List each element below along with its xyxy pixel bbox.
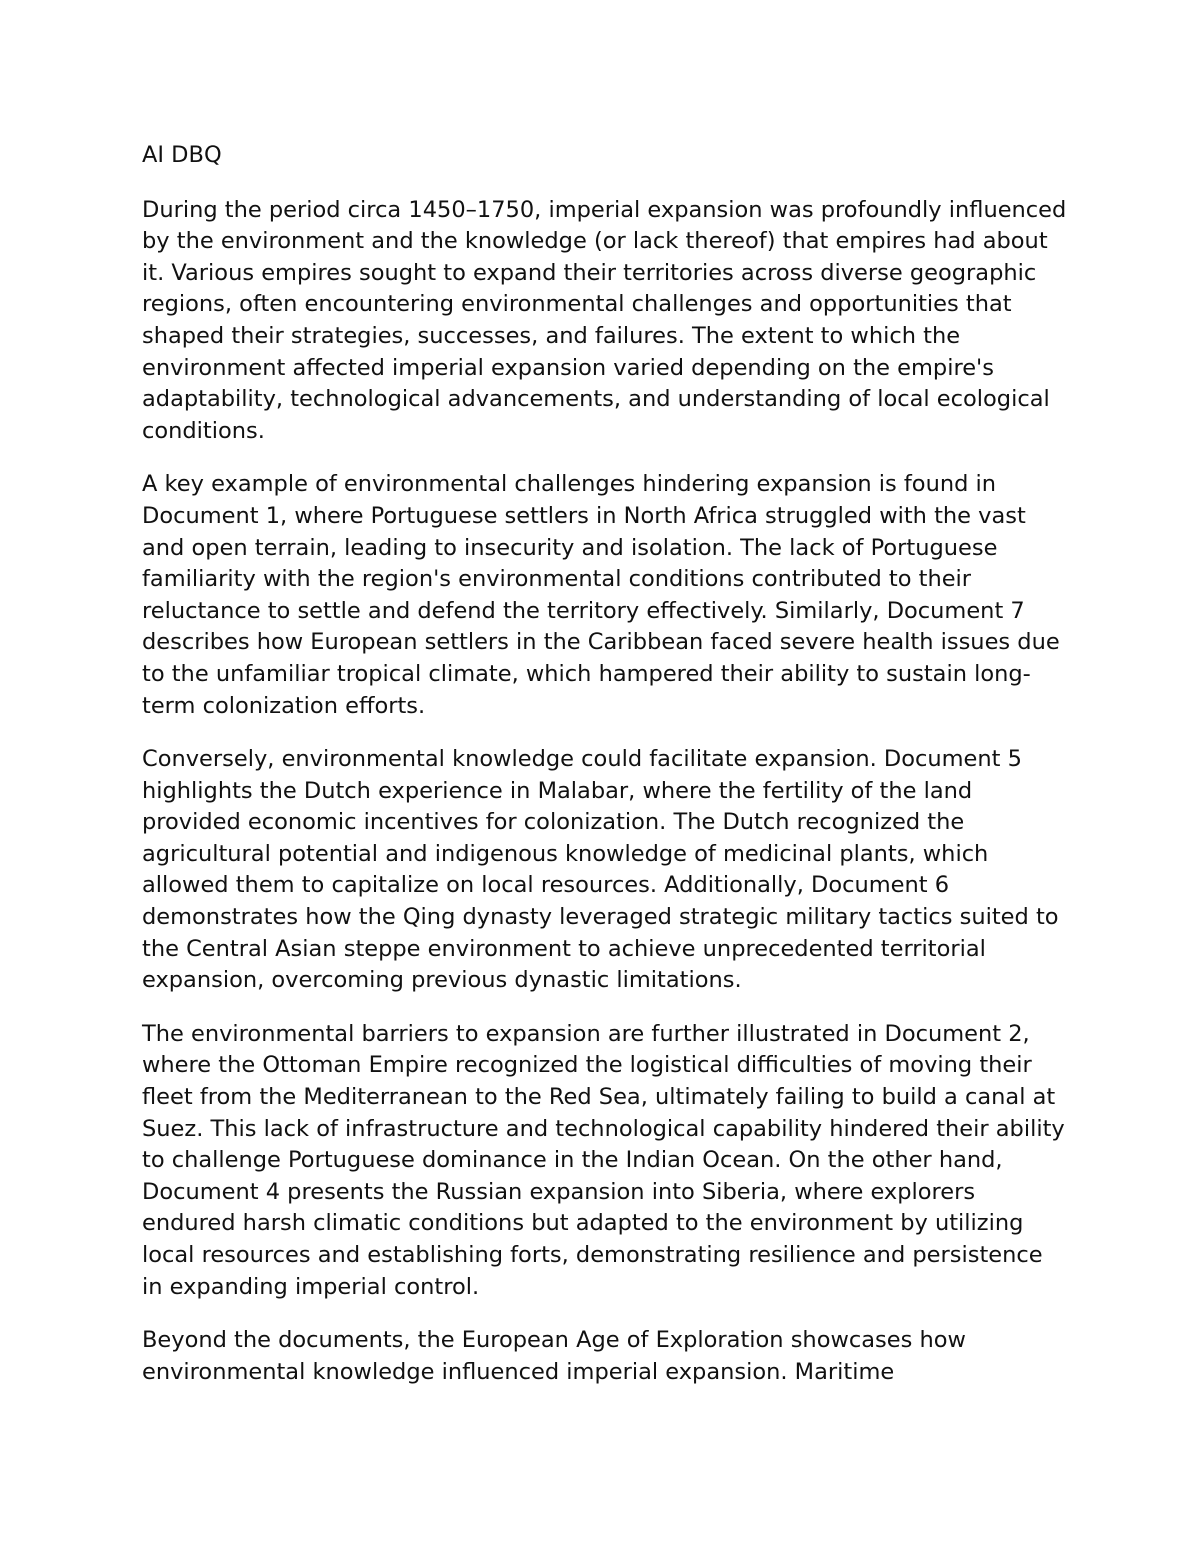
paragraph-5: Beyond the documents, the European Age of Exploration showcases how environmental knowledge influenced imperial expansion. Maritime bbox=[142, 1327, 966, 1385]
paragraph-1: During the period circa 1450–1750, imperial expansion was profoundly influenced by the environment and the knowledge (or lack thereof) that empires had about it. Various empires sought to expand their territories across diverse geographic regions, often encountering environmental challenges and opportunities that shaped their strategies, successes, and failures. The extent to which the environment affected imperial expansion varied depending on the empire's adaptability, technological advancements, and understanding of local ecological conditions. bbox=[142, 196, 1067, 444]
paragraph-3: Conversely, environmental knowledge could facilitate expansion. Document 5 highlights the Dutch experience in Malabar, where the fertility of the land provided economic incentives for colonization. The Dutch recognized the agricultural potential and indigenous knowledge of medicinal plants, which allowed them to capitalize on local resources. Additionally, Document 6 demonstrates how the Qing dynasty leveraged strategic military tactics suited to the Central Asian steppe environment to achieve unprecedented territorial expansion, overcoming previous dynastic limitations. bbox=[142, 746, 1059, 994]
document-body bbox=[142, 140, 1067, 1410]
paragraph-2: A key example of environmental challenges hindering expansion is found in Document 1, where Portuguese settlers in North Africa struggled with the vast and open terrain, leading to insecurity and isolation. The lack of Portuguese familiarity with the region's environmental conditions contributed to their reluctance to settle and defend the territory effectively. Similarly, Document 7 describes how European settlers in the Caribbean faced severe health issues due to the unfamiliar tropical climate, which hampered their ability to sustain long-term colonization efforts. bbox=[142, 471, 1060, 719]
document-title: AI DBQ bbox=[142, 142, 222, 168]
paragraph-4: The environmental barriers to expansion are further illustrated in Document 2, where the Ottoman Empire recognized the logistical difficulties of moving their fleet from the Mediterranean to the Red Sea, ultimately failing to build a canal at Suez. This lack of infrastructure and technological capability hindered their ability to challenge Portuguese dominance in the Indian Ocean. On the other hand, Document 4 presents the Russian expansion into Siberia, where explorers endured harsh climatic conditions but adapted to the environment by utilizing local resources and establishing forts, demonstrating resilience and persistence in expanding imperial control. bbox=[142, 1020, 1065, 1300]
